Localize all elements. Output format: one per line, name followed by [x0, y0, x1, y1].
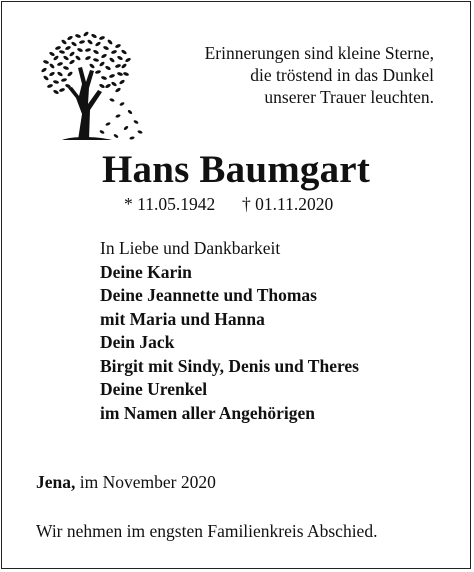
mourner-line: Deine Jeannette und Thomas: [100, 285, 317, 305]
quote-line-1: Erinnerungen sind kleine Sterne,: [204, 43, 434, 63]
quote-line-3: unserer Trauer leuchten.: [264, 87, 434, 107]
birth-symbol: *: [124, 194, 133, 214]
birth-date: 11.05.1942: [137, 194, 216, 214]
place-month: im November 2020: [79, 472, 216, 492]
life-dates: [124, 193, 333, 215]
place-date: [36, 471, 216, 493]
mourner-line: Dein Jack: [100, 332, 175, 352]
mourner-line: im Namen aller Angehörigen: [100, 402, 316, 423]
farewell-note: Wir nehmen im engsten Familienkreis Abschied.: [36, 521, 378, 541]
deceased-name: Hans Baumgart: [101, 148, 371, 191]
mourner-line: Deine Karin: [100, 261, 192, 282]
mourners-intro: In Liebe und Dankbarkeit: [100, 238, 281, 258]
death-symbol: †: [241, 194, 251, 214]
place-city: Jena,: [36, 472, 76, 492]
memorial-quote: [144, 42, 434, 108]
quote-line-2: die tröstend in das Dunkel: [250, 65, 434, 85]
obituary-notice: [1, 1, 471, 569]
mourners-block: [100, 237, 359, 425]
death-date: 01.11.2020: [255, 194, 334, 214]
mourner-line: mit Maria und Hanna: [100, 308, 265, 329]
mourner-line: Birgit mit Sindy, Denis und Theres: [100, 355, 359, 376]
mourner-line: Deine Urenkel: [100, 379, 208, 399]
tree-icon: [32, 24, 150, 142]
